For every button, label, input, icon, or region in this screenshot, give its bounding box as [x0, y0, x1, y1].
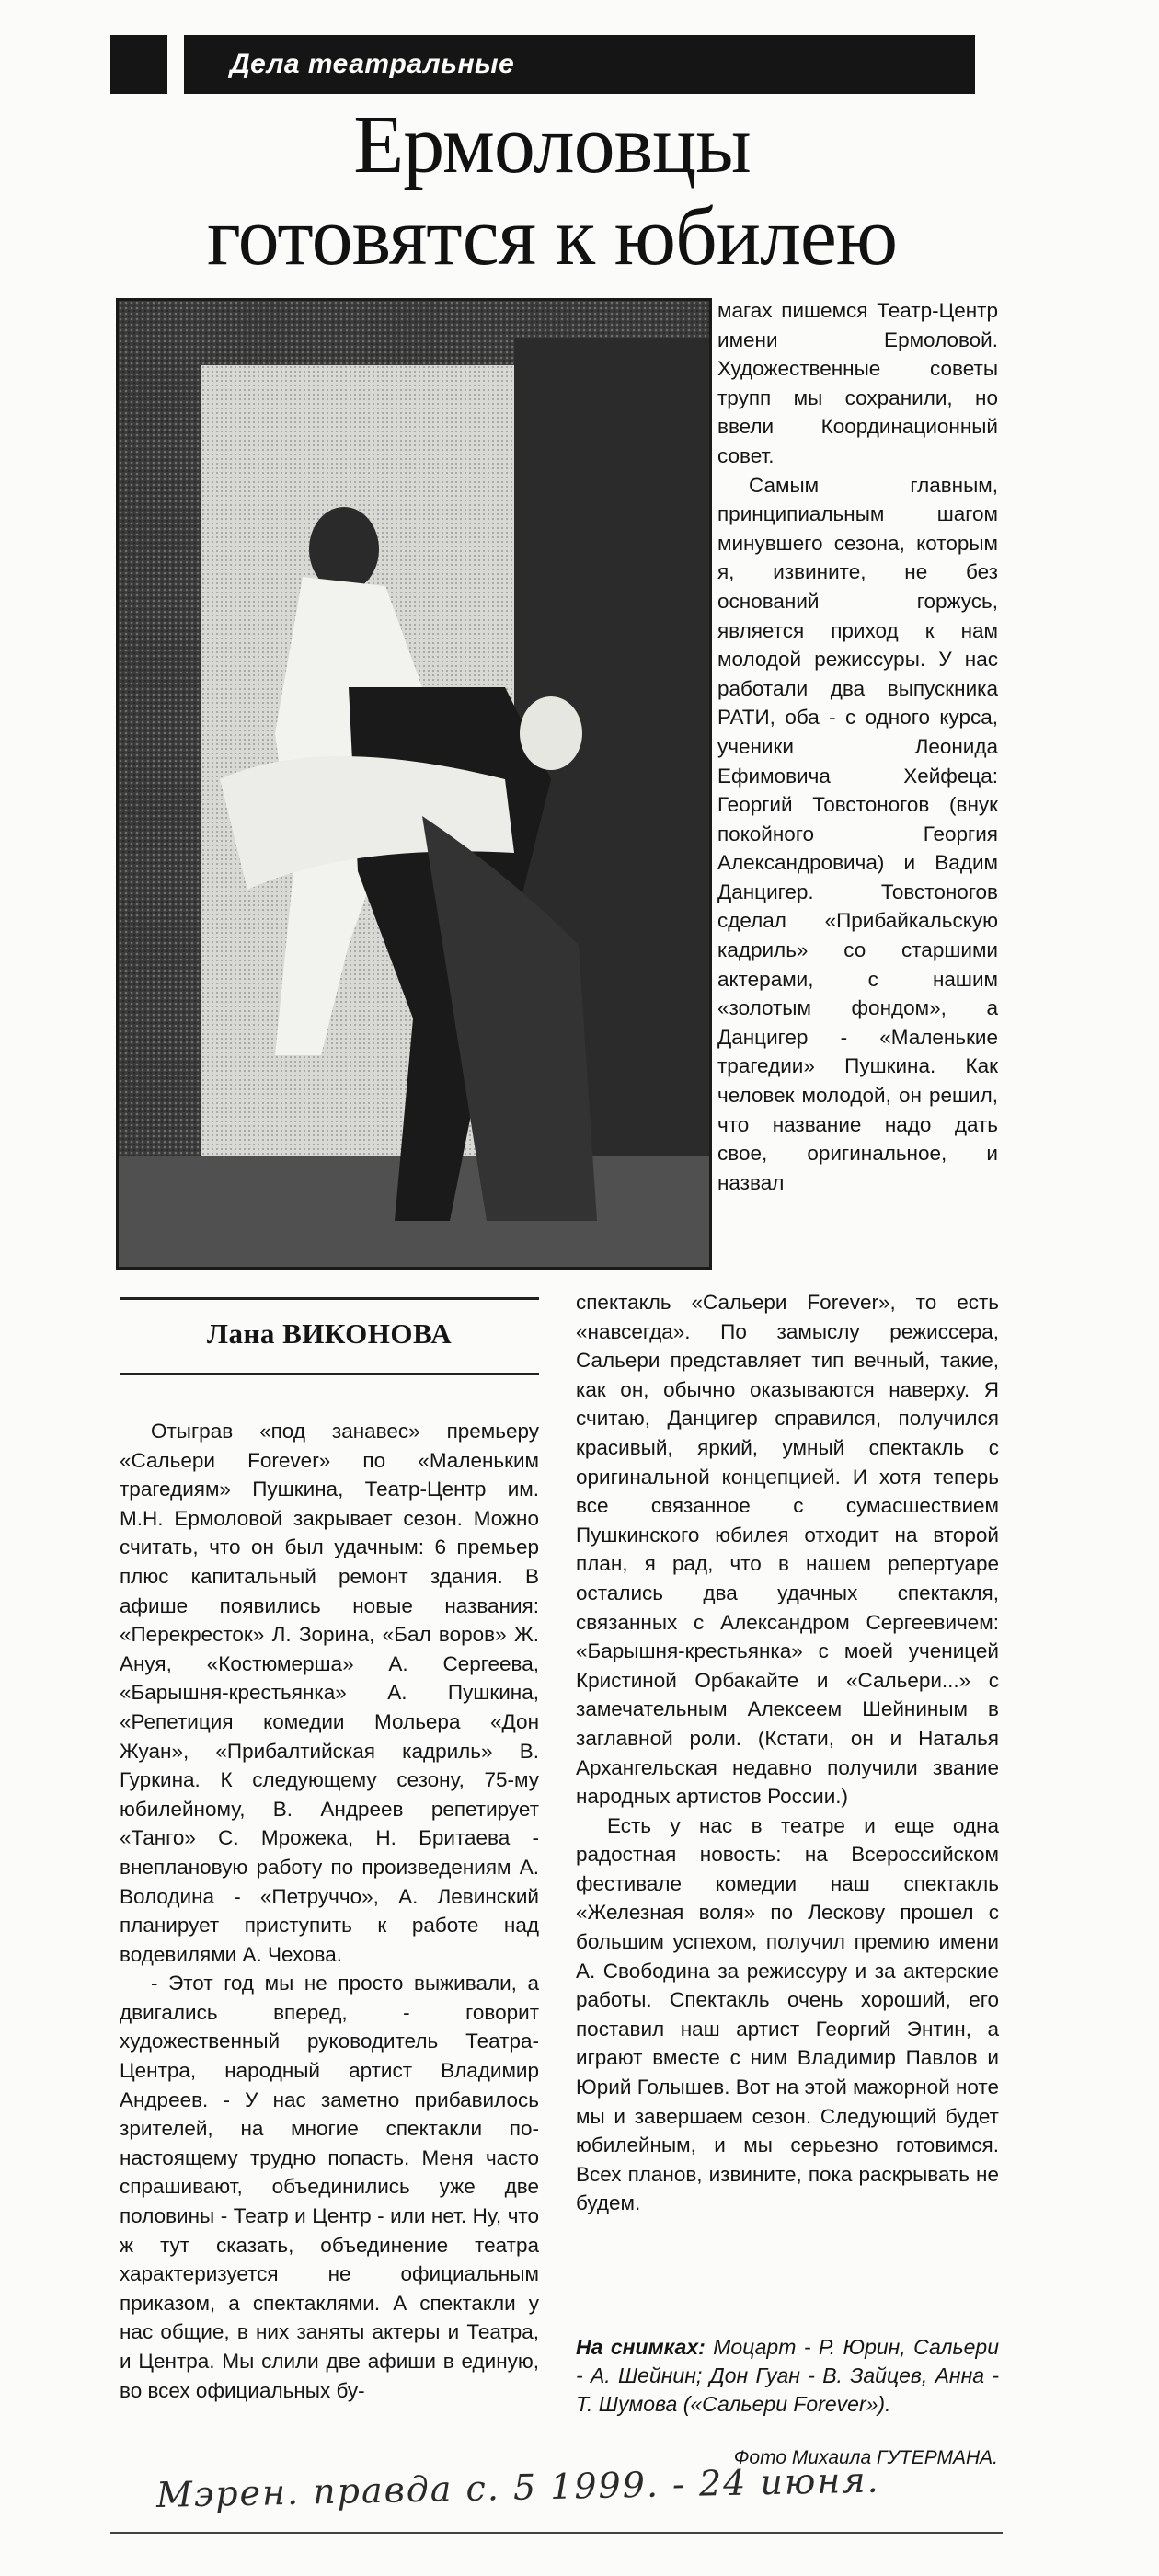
headline-line-2: готовятся к юбилею	[206, 191, 898, 282]
byline-top-rule	[120, 1297, 539, 1300]
rubric-notch	[167, 35, 184, 94]
article-column-right	[717, 296, 998, 1197]
paragraph: спектакль «Сальери Forever», то есть «навсегда». По замыслу режиссера, Сальери представляет тип вечный, такие, как он, обычно оказываются наверху. Я считаю, Данцигер справился, получился красивый, яркий, умный спектакль с оригинальной концепцией. И хотя теперь все связанное с сумасшествием Пушкинского юбилея отходит на второй план, я рад, что в нашем репертуаре остались два удачных спектакля, связанных с Александром Сергеевичем: «Барышня-крестьянка» с моей ученицей Кристиной Орбакайте и «Сальери...» с замечательным Алексеем Шейниным в заглавной роли. (Кстати, он и Наталья Архангельская недавно получили звание народных артистов России.)	[576, 1291, 999, 1809]
article-photo	[116, 298, 712, 1270]
article-column-wide	[576, 1288, 999, 2218]
byline: Лана ВИКОНОВА	[206, 1317, 453, 1350]
photo-caption	[576, 2333, 999, 2419]
paragraph: Отыграв «под занавес» премьеру «Сальери Forever» по «Маленьким трагедиям» Пушкина, Театр-Центр им. М.Н. Ермоловой закрывает сезон. Можно считать, что он был удачным: 6 премьер плюс капитальный ремонт здания. В афише появились новые названия: «Перекресток» Л. Зорина, «Бал воров» Ж. Ануя, «Костюмерша» А. Сергеева, «Барышня-крестьянка» А. Пушкина, «Репетиция комедии Мольера «Дон Жуан», «Прибалтийская кадриль» В. Гуркина. К следующему сезону, 75-му юбилейному, В. Андреев репетирует «Танго» С. Мрожека, Н. Бритаева - внеплановую работу по произведениям А. Володина - «Петруччо», А. Левинский планирует приступить к работе над водевилями А. Чехова.	[120, 1420, 539, 1966]
paragraph: - Этот год мы не просто выживали, а двигались вперед, - говорит художественный руководитель Театра-Центра, народный артист Владимир Андреев. - У нас заметно прибавилось зрителей, на многие спектакли по-настоящему трудно попасть. Меня часто спрашивают, объединились уже две половины - Театр и Центр - или нет. Ну, что ж тут сказать, объединение театра характеризуется не официальным приказом, а спектаклями. А спектакли у нас общие, в них заняты актеры и Театра, и Центра. Мы слили две афиши в единую, во всех официальных бу-	[120, 1972, 539, 2402]
handwritten-note: Мэрен. правда с. 5 1999. - 24 июня.	[155, 2459, 880, 2515]
paragraph: Есть у нас в театре и еще одна радостная новость: на Всероссийском фестивале комедии наш спектакль «Железная воля» по Лескову прошел с большим успехом, получил премию имени А. Свободина за режиссуру и за актерские работы. Спектакль очень хороший, его поставил наш артист Георгий Энтин, а играют вместе с ним Владимир Павлов и Юрий Голышев. Вот на этой мажорной ноте мы и завершаем сезон. Следующий будет юбилейным, и мы серьезно готовимся. Всех планов, извините, пока раскрывать не будем.	[576, 1813, 999, 2215]
photo-credit: Фото Михаила ГУТЕРМАНА.	[733, 2447, 998, 2468]
article-column-left	[120, 1417, 539, 2405]
caption-lead: На снимках:	[576, 2335, 706, 2359]
paragraph: магах пишемся Театр-Центр имени Ермоловой. Художественные советы трупп мы сохранили, но ввели Координационный совет.	[717, 299, 998, 467]
bottom-rule	[110, 2532, 1003, 2534]
byline-bottom-rule	[120, 1373, 539, 1375]
rubric-label: Дела театральные	[230, 49, 515, 79]
headline	[92, 99, 1012, 283]
caption-text: Моцарт - Р. Юрин, Сальери - А. Шейнин; Дон Гуан - В. Зайцев, Анна - Т. Шумова («Сальери Forever»).	[576, 2335, 999, 2416]
paragraph: Самым главным, принципиальным шагом минувшего сезона, которым я, извините, не без оснований горжусь, является приход к нам молодой режиссуры. У нас работали два выпускника РАТИ, оба - с одного курса, ученики Леонида Ефимовича Хейфеца: Георгий Товстоногов (внук покойного Георгия Александровича) и Вадим Данцигер. Товстоногов сделал «Прибайкальскую кадриль» со старшими актерами, с нашим «золотым фондом», а Данцигер - «Маленькие трагедии» Пушкина. Как человек молодой, он решил, что название надо дать свое, оригинальное, и назвал	[717, 473, 998, 1194]
theatre-scene-photo-icon	[119, 301, 709, 1267]
headline-line-1: Ермоловцы	[353, 99, 751, 190]
